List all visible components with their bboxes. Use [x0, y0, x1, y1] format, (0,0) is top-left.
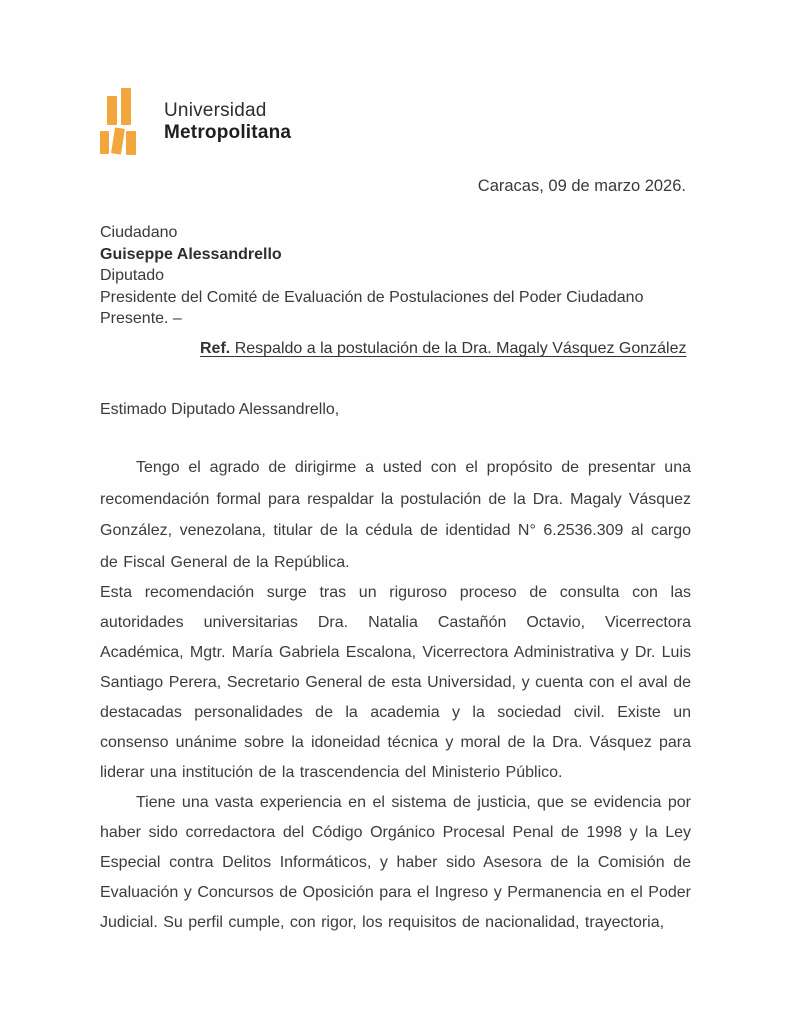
recipient-presente: Presente. – [100, 310, 182, 327]
letterhead-wordmark [164, 100, 291, 144]
logo-bar [111, 127, 125, 154]
salutation: Estimado Diputado Alessandrello, [100, 401, 340, 418]
recipient-name: Guiseppe Alessandrello [100, 245, 282, 263]
recipient-title: Ciudadano [100, 224, 178, 241]
recipient-position: Presidente del Comité de Evaluación de Postulaciones del Poder Ciudadano [100, 288, 644, 306]
date-line: Caracas, 09 de marzo 2026. [477, 177, 686, 195]
universidad-metropolitana-logo-icon [100, 88, 150, 156]
body-paragraph-1: Tengo el agrado de dirigirme a usted con el propósito de presentar una recomendación formal para respaldar la postulación de la Dra. Magaly Vásquez González, venezolana, titular de la cédula de identidad N° 6.2536.309 al cargo de Fiscal General de la República. [100, 459, 691, 571]
reference-label: Ref. [200, 340, 231, 357]
body-paragraph-2: Esta recomendación surge tras un riguroso proceso de consulta con las autoridades universitarias Dra. Natalia Castañón Octavio, Vicerrectora Académica, Mgtr. María Gabriela Escalona, Vicerrectora Administrativa y Dr. Luis Santiago Perera, Secretario General de esta Universidad, y cuenta con el aval de destacadas personalidades de la academia y la sociedad civil. Existe un consenso unánime sobre la idoneidad técnica y moral de la Dra. Vásquez para liderar una institución de la trascendencia del Ministerio Público. [100, 584, 691, 781]
body-paragraph-3: Tiene una vasta experiencia en el sistema de justicia, que se evidencia por haber sido corredactora del Código Orgánico Procesal Penal de 1998 y la Ley Especial contra Delitos Informáticos, y haber sido Asesora de la Comisión de Evaluación y Concursos de Oposición para el Ingreso y Permanencia en el Poder Judicial. Su perfil cumple, con rigor, los requisitos de nacionalidad, trayectoria, [100, 794, 691, 931]
logo-bar [121, 88, 131, 125]
logo-bar [100, 131, 109, 154]
letterhead-universidad: Universidad [164, 100, 267, 121]
reference-line [200, 340, 687, 358]
letterhead-metropolitana: Metropolitana [164, 122, 292, 143]
recipient-block [100, 222, 643, 330]
logo-bar [126, 131, 136, 155]
logo-bar [107, 96, 117, 125]
recipient-role: Diputado [100, 267, 165, 284]
reference-subject: Respaldo a la postulación de la Dra. Magaly Vásquez González [234, 340, 687, 357]
